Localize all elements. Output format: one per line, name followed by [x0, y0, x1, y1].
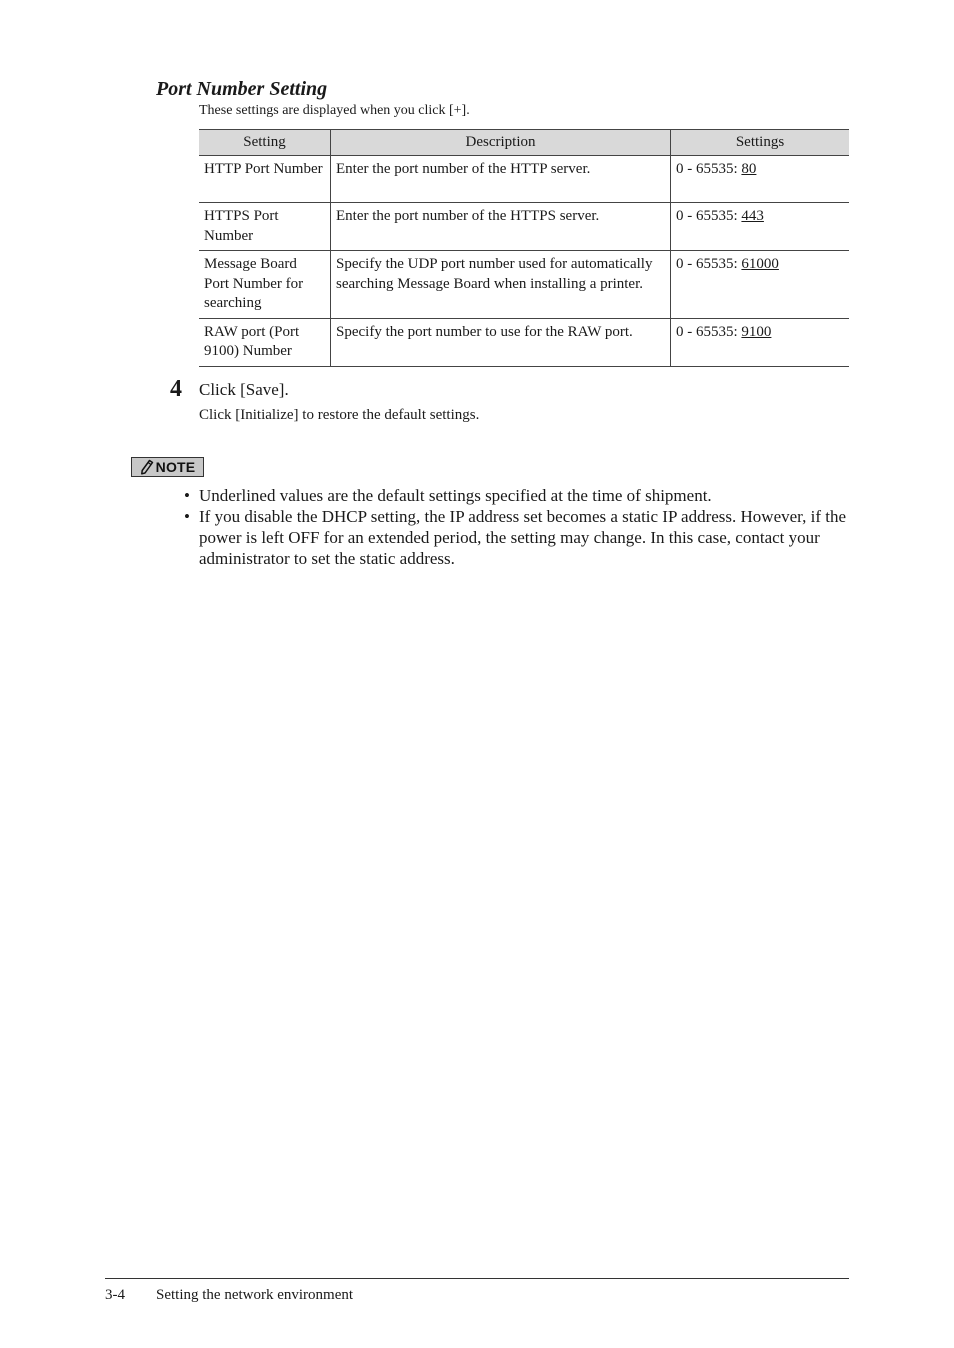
- note-item: • Underlined values are the default settings specified at the time of shipment.: [199, 485, 854, 506]
- column-header-settings: Settings: [671, 130, 850, 156]
- table-row: [199, 203, 849, 251]
- default-value: 61000: [741, 256, 779, 272]
- note-item: • If you disable the DHCP setting, the IP address set becomes a static IP address. However, if the power is left OFF for an extended period, the setting may change. In this case, contact your administrator to set the static address.: [199, 506, 854, 569]
- note-label: NOTE: [155, 459, 196, 475]
- note-list: [199, 485, 854, 569]
- range-text: 0 - 65535:: [676, 323, 742, 340]
- default-value: 80: [741, 161, 757, 177]
- default-value: 443: [741, 208, 764, 224]
- step-text: Click [Save].: [199, 380, 289, 399]
- step-subtext: Click [Initialize] to restore the default settings.: [199, 407, 480, 423]
- table-header-row: [199, 130, 849, 156]
- range-text: 0 - 65535:: [676, 208, 742, 224]
- settings-cell: [671, 156, 850, 203]
- section-title: Port Number Setting: [156, 78, 328, 100]
- settings-cell: [671, 251, 850, 319]
- setting-name-cell: HTTPS Port Number: [199, 203, 331, 251]
- footer-divider: [105, 1278, 849, 1279]
- description-cell: Enter the port number of the HTTPS server.: [331, 203, 671, 251]
- note-badge: [131, 457, 204, 477]
- pencil-icon: [140, 459, 154, 475]
- setting-name-cell: RAW port (Port 9100) Number: [199, 318, 331, 366]
- table-row: [199, 251, 849, 319]
- step-number: 4: [170, 376, 182, 402]
- section-intro: These settings are displayed when you click [+].: [199, 103, 470, 118]
- setting-name-cell: HTTP Port Number: [199, 156, 331, 203]
- description-cell: Enter the port number of the HTTP server.: [331, 156, 671, 203]
- range-text: 0 - 65535:: [676, 161, 742, 177]
- description-cell: Specify the port number to use for the RAW port.: [331, 318, 671, 366]
- chapter-title: Setting the network environment: [156, 1287, 354, 1303]
- range-text: 0 - 65535:: [676, 256, 742, 272]
- column-header-description: Description: [331, 130, 671, 156]
- settings-cell: [671, 318, 850, 366]
- description-cell: Specify the UDP port number used for automatically searching Message Board when installing a printer.: [331, 251, 671, 319]
- setting-name-cell: Message Board Port Number for searching: [199, 251, 331, 319]
- table-row: [199, 156, 849, 203]
- port-settings-table: [199, 129, 849, 367]
- page-number: 3-4: [105, 1287, 125, 1303]
- settings-cell: [671, 203, 850, 251]
- default-value: 9100: [741, 323, 772, 340]
- column-header-setting: Setting: [199, 130, 331, 156]
- table-row: [199, 318, 849, 366]
